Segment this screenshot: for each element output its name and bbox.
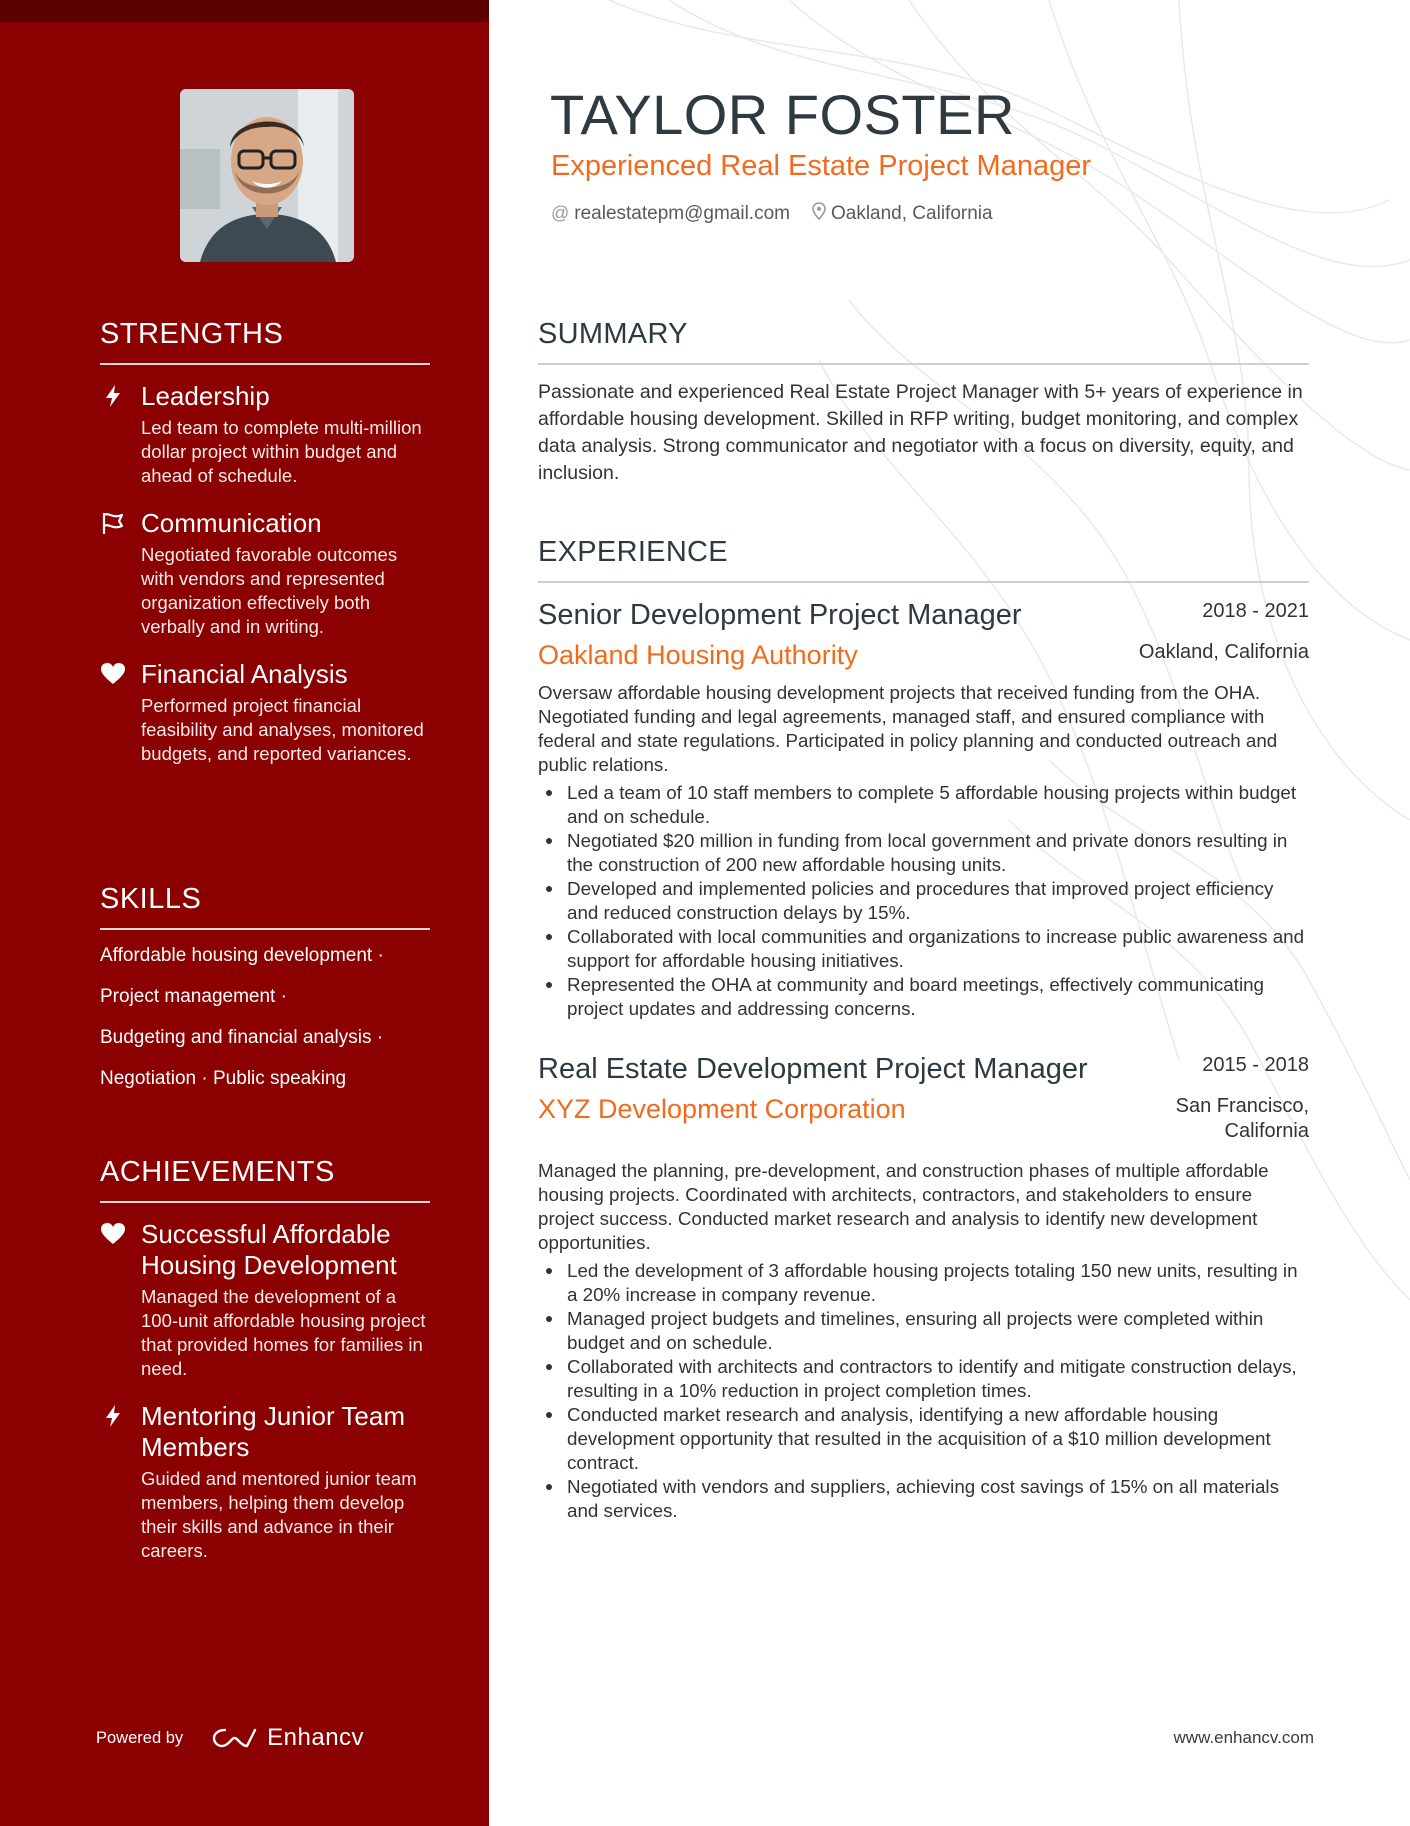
strengths-title: STRENGTHS [100,318,430,365]
job-company-row [538,640,1309,671]
job-entry [538,598,1309,1021]
experience-title: EXPERIENCE [538,536,1309,583]
powered-by-label: Powered by [96,1728,184,1747]
powered-by [96,1722,364,1754]
skill-line: Project management · [100,986,287,1007]
job-title: Senior Development Project Manager [538,599,1022,631]
strength-item [100,508,430,639]
achievement-desc: Guided and mentored junior team members, helping them develop their skills and advance in their careers. [141,1468,417,1561]
job-bullet: Negotiated with vendors and suppliers, achieving cost savings of 15% on all materials and services. [538,1475,1309,1523]
job-bullet: Collaborated with architects and contractors to identify and mitigate construction delays, resulting in a 10% reduction in project completion times. [538,1355,1309,1403]
job-bullets [538,781,1309,1021]
skill-line: Budgeting and financial analysis · [100,1027,384,1048]
job-company-row [538,1094,1309,1142]
achievement-item [100,1401,430,1563]
skills-list [100,944,430,1091]
strength-desc: Negotiated favorable outcomes with vendors and represented organization effectively both verbally and in writing. [141,544,398,637]
profile-photo [180,89,354,262]
job-title: Real Estate Development Project Manager [538,1053,1088,1085]
achievement-item [100,1219,430,1381]
skill-line: Affordable housing development · [100,945,384,966]
job-location: San Francisco, California [1175,1095,1309,1142]
lightning-icon [100,383,126,409]
job-bullet: Represented the OHA at community and board meetings, effectively communicating project updates and addressing concerns. [538,973,1309,1021]
heart-icon [100,1221,126,1247]
strength-desc: Led team to complete multi-million dollar project within budget and ahead of schedule. [141,417,422,486]
job-description: Oversaw affordable housing development projects that received funding from the OHA. Negotiated funding and legal agreements, managed staff, and ensured compliance with federal and state regulations. Participated in policy planning and conducted outreach and public relations. [538,682,1278,775]
pin-icon [812,202,826,225]
skills-section [100,883,430,1091]
location-text: Oakland, California [830,202,993,224]
job-bullet: Led the development of 3 affordable housing projects totaling 150 new units, resulting in a 20% increase in company revenue. [538,1259,1309,1307]
job-bullets [538,1259,1309,1523]
at-icon: @ [551,203,570,223]
strength-desc: Performed project financial feasibility and analyses, monitored budgets, and reported variances. [141,695,424,764]
achievements-section [100,1156,430,1563]
job-bullet: Managed project budgets and timelines, ensuring all projects were completed within budget and on schedule. [538,1307,1309,1355]
lightning-icon [100,1403,126,1429]
sidebar-top-bar [0,0,489,22]
email-contact[interactable] [551,203,790,225]
summary-title: SUMMARY [538,318,1309,365]
summary-section [538,318,1309,487]
enhancv-brand-name: Enhancv [267,1724,365,1751]
achievements-title: ACHIEVEMENTS [100,1156,430,1203]
skills-title: SKILLS [100,883,430,930]
job-header [538,598,1309,632]
experience-section [538,536,1309,583]
email-text: realestatepm@gmail.com [574,202,790,224]
contact-row [551,202,1015,225]
job-bullet: Negotiated $20 million in funding from local government and private donors resulting in the construction of 200 new affordable housing units. [538,829,1309,877]
heart-icon [100,661,126,687]
job-company: XYZ Development Corporation [538,1094,906,1124]
strength-item [100,659,430,766]
summary-text: Passionate and experienced Real Estate Project Manager with 5+ years of experience in affordable housing development. Skilled in RFP writing, budget monitoring, and complex data analysis. Strong communicator and negotiator with a focus on diversity, equity, and inclusion. [538,381,1303,484]
job-bullet: Collaborated with local communities and organizations to increase public awareness and support for affordable housing initiatives. [538,925,1309,973]
candidate-role: Experienced Real Estate Project Manager [551,150,1092,182]
candidate-name: TAYLOR FOSTER [550,83,1015,146]
strength-item [100,381,430,488]
job-location: Oakland, California [1138,641,1309,663]
job-description: Managed the planning, pre-development, and construction phases of multiple affordable housing projects. Coordinated with architects, contractors, and stakeholders to ensure project success. Conducted market research and analysis to identify new development opportunities. [538,1160,1269,1253]
enhancv-brand[interactable] [211,1724,364,1752]
job-header [538,1052,1309,1086]
achievement-title: Successful Affordable Housing Development [141,1219,397,1280]
job-bullet: Conducted market research and analysis, identifying a new affordable housing development opportunity that resulted in the acquisition of a $10 million development contract. [538,1403,1309,1475]
job-entry [538,1052,1309,1523]
flag-icon [100,510,126,536]
strength-title: Leadership [141,381,270,411]
skill-line: Negotiation · Public speaking [100,1068,347,1089]
job-dates: 2015 - 2018 [1202,1054,1309,1076]
enhancv-logo-icon [211,1726,257,1750]
sidebar [0,0,489,1826]
job-bullet: Developed and implemented policies and procedures that improved project efficiency and reduced construction delays by 15%. [538,877,1309,925]
achievement-title: Mentoring Junior Team Members [141,1401,405,1462]
location-contact [812,202,993,225]
job-dates: 2018 - 2021 [1202,600,1309,622]
achievement-desc: Managed the development of a 100-unit affordable housing project that provided homes for families in need. [141,1286,426,1379]
strengths-section [100,318,430,766]
job-bullet: Led a team of 10 staff members to complete 5 affordable housing projects within budget and on schedule. [538,781,1309,829]
strength-title: Communication [141,508,322,538]
job-company: Oakland Housing Authority [538,640,858,670]
footer-url[interactable]: www.enhancv.com [1173,1728,1314,1747]
strength-title: Financial Analysis [141,659,348,689]
